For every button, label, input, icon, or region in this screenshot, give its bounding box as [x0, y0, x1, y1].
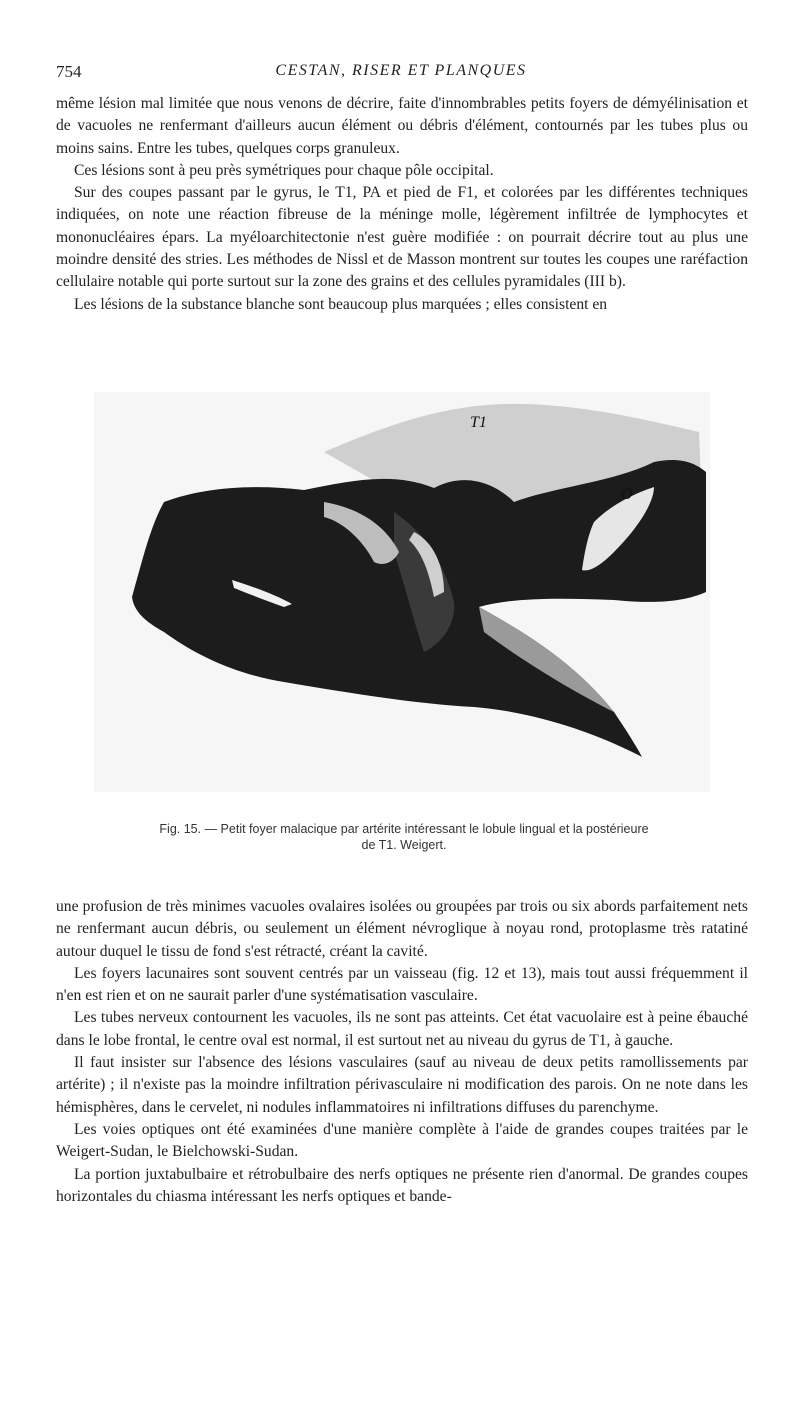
body-text-top [56, 93, 748, 316]
paragraph: Les tubes nerveux contournent les vacuoles, ils ne sont pas atteints. Cet état vacuolaire est à peine ébauché dans le lobe frontal, le centre oval est normal, il est surtout net au niveau du gyrus de T1, à gauche. [56, 1009, 748, 1049]
page-header [56, 62, 746, 86]
running-title: CESTAN, RISER ET PLANQUES [275, 62, 527, 79]
paragraph: Les lésions de la substance blanche sont beaucoup plus marquées ; elles consistent en [74, 295, 608, 313]
paragraph: Il faut insister sur l'absence des lésions vasculaires (sauf au niveau de deux petits ramollissements par artérite) ; il n'existe pas la moindre infiltration périvasculaire ni modification des parois. On ne note dans les hémisphères, dans le cervelet, ni nodules inflammatoires ni infiltrations diffuses du parenchyme. [56, 1054, 748, 1116]
paragraph: même lésion mal limitée que nous venons de décrire, faite d'innombrables petits foyers de démyélinisation et de vacuoles ne renfermant d'ailleurs aucun élément ou débris d'élément, contournés par les tubes plus ou moins sains. Entre les tubes, quelques corps granuleux. [56, 95, 748, 157]
paragraph: une profusion de très minimes vacuoles ovalaires isolées ou groupées par trois ou six abords parfaitement nets ne renfermant aucun débris, ou seulement un élément névroglique à noyau rond, protoplasme très ratatiné autour duquel le tissu de fond s'est rétracté, créant la cavité. [56, 898, 748, 960]
page-number: 754 [56, 62, 82, 81]
figure-caption [84, 821, 724, 853]
caption-line: de T1. Weigert. [361, 838, 447, 852]
brain-section-photo [94, 392, 710, 792]
body-text-bottom [56, 896, 748, 1208]
label-t1: T1 [470, 414, 487, 431]
brain-section-figure [94, 392, 710, 792]
paragraph: Ces lésions sont à peu près symétriques pour chaque pôle occipital. [74, 161, 494, 179]
paragraph: Sur des coupes passant par le gyrus, le T1, PA et pied de F1, et colorées par les différentes techniques indiquées, on note une réaction fibreuse de la méninge molle, légèrement infiltrée de lymphocytes et mononucléaires épars. La myéloarchitectonie n'est guère modifiée : on pourrait décrire tout au plus une moindre densité des stries. Les méthodes de Nissl et de Masson montrent sur toutes les coupes une raréfaction cellulaire notable qui porte surtout sur la zone des grains et des cellules pyramidales (III b). [56, 184, 748, 291]
caption-line: Fig. 15. — Petit foyer malacique par artérite intéressant le lobule lingual et la postérieure [159, 822, 649, 836]
paragraph: Les foyers lacunaires sont souvent centrés par un vaisseau (fig. 12 et 13), mais tout aussi fréquemment il n'en est rien et on ne saurait parler d'une systématisation vasculaire. [56, 964, 748, 1005]
paragraph: La portion juxtabulbaire et rétrobulbaire des nerfs optiques ne présente rien d'anormal. De grandes coupes horizontales du chiasma intéressant les nerfs optiques et bande- [56, 1165, 748, 1205]
paragraph: Les voies optiques ont été examinées d'une manière complète à l'aide de grandes coupes traitées par le Weigert-Sudan, le Bielchowski-Sudan. [56, 1120, 748, 1161]
label-o: O [621, 486, 633, 503]
